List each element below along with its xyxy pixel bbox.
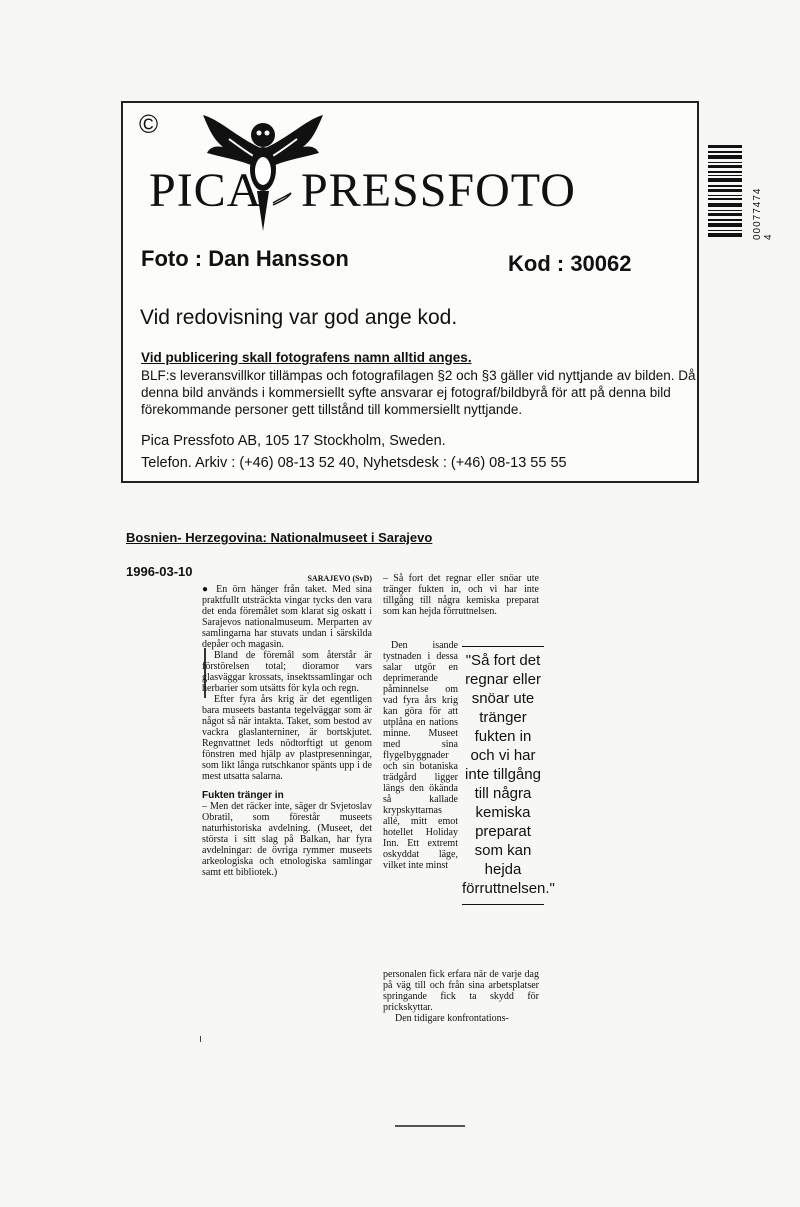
paragraph: Efter fyra års krig är det egentligen bara museets bastanta tegelväggar som är något så när intakta. Taket, som bestod av vackra glaslanterniner, är bortskjutet. Regnvattnet leds nödtorftigt ut genom fönstren med hjälp av plastpresenningar, som likt långa rutschkanor spänts upp i de mest utsatta salarna. (202, 694, 372, 782)
article-column-1 (202, 573, 372, 878)
instruction-text: Vid redovisning var god ange kod. (140, 306, 458, 329)
paragraph: – Men det räcker inte, säger dr Svjetoslav Obratil, som förestår museets naturhistoriska avdelning. (Museet, det största i sitt slag på Balkan, har fyra avdelningar: de övriga rymmer museets arkeologiska och etnologiska samlingar samt ett bibliotek.) (202, 801, 372, 878)
logo-text-pica: PICA (149, 164, 263, 217)
photo-agency-stamp (121, 101, 699, 483)
article-column-2-bottom (383, 969, 539, 1024)
scan-mark (395, 1125, 465, 1127)
photo-code: Kod : 30062 (508, 251, 632, 276)
agency-phones: Telefon. Arkiv : (+46) 08-13 52 40, Nyhetsdesk : (+46) 08-13 55 55 (141, 455, 567, 471)
paragraph: personalen fick erfara när de varje dag på väg till och från sina arbetsplatser springande fick ta skydd för prickskyttar. (383, 969, 539, 1013)
paragraph: Den tidigare konfrontations- (395, 1013, 509, 1024)
license-terms: BLF:s leveransvillkor tillämpas och fotografilagen §2 och §3 gäller vid nyttjande av bilden. Då denna bild används i kommersiellt syfte ansvarar ej fotograf/bildbyrå för att på denna bild förekommande personer gett tillstånd till kommersiellt nyttjande. (141, 368, 696, 417)
article-subhead: Fukten tränger in (202, 790, 284, 801)
publish-rule: Vid publicering skall fotografens namn alltid anges. (141, 350, 472, 365)
paragraph: ● En örn hänger från taket. Med sina praktfullt utsträckta vingar tycks den vara det enda föremålet som klarat sig oskatt i Sarajevos nationalmuseum. Merparten av samlingarna har stuvats undan i särskilda depåer och magasin. (202, 584, 372, 650)
paragraph: Bland de föremål som återstår är förstörelsen total; dioramor vars glasväggar krossats, insektssamlingar och herbarier som utsätts för kyla och regn. (202, 650, 372, 694)
paragraph: – Så fort det regnar eller snöar ute tränger fukten in, och vi har inte tillgång till några kemiska preparat som kan hejda förruttnelsen. (383, 573, 539, 617)
logo-text-pressfoto: PRESSFOTO (301, 164, 576, 217)
copyright-symbol: © (139, 109, 159, 139)
article-date: 1996-03-10 (126, 564, 193, 579)
article-column-2-narrow (383, 640, 458, 871)
barcode-number: 00077474 4 (752, 187, 774, 240)
pull-quote: "Så fort det regnar eller snöar ute tränger fukten in och vi har inte tillgång till några kemiska preparat som kan hejda förruttnelsen." (462, 646, 544, 905)
agency-address: Pica Pressfoto AB, 105 17 Stockholm, Sweden. (141, 433, 446, 449)
barcode-icon (708, 145, 742, 237)
article-headline: Bosnien- Herzegovina: Nationalmuseet i Sarajevo (126, 530, 433, 545)
article-byline: SARAJEVO (SvD) (307, 574, 372, 583)
paragraph: Den isande tystnaden i dessa salar utgör en deprimerande påminnelse om vad fyra års krig kan göra för att utplåna en nations minne. Museet med sina flygelbyggnader och sin botaniska trädgård ligger längs den ökända så kallade krypskyttarnas allé, mitt emot hotellet Holiday Inn. Ett extremt oskyddat läge, vilket inte minst (383, 640, 458, 871)
photographer-credit: Foto : Dan Hansson (141, 246, 349, 271)
scan-mark (200, 1036, 201, 1042)
article-column-2-top (383, 573, 539, 617)
